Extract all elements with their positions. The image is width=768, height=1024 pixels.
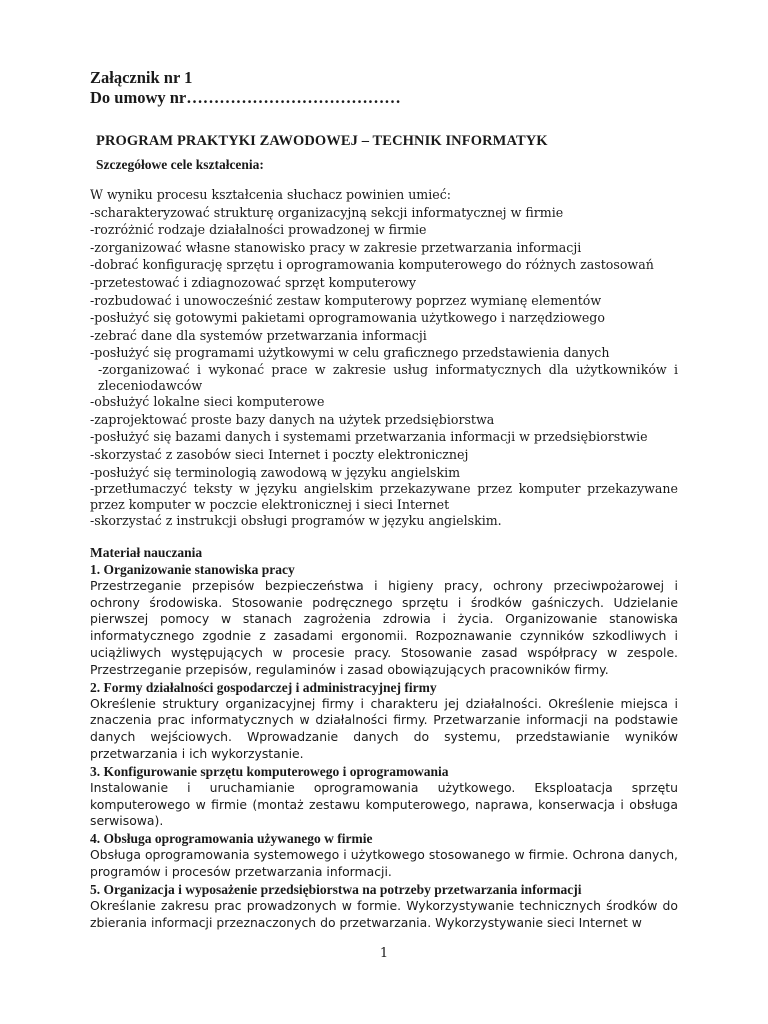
- goals-title: Szczegółowe cele kształcenia:: [96, 157, 264, 172]
- section-heading: 5. Organizacja i wyposażenie przedsiębiorstwa na potrzeby przetwarzania informacji: [90, 881, 582, 897]
- goal-item: -rozbudować i unowocześnić zestaw komputerowy poprzez wymianę elementów: [90, 292, 602, 308]
- goal-item: -przetestować i zdiagnozować sprzęt komputerowy: [90, 274, 417, 290]
- goal-item: -zorganizować własne stanowisko pracy w zakresie przetwarzania informacji: [90, 239, 582, 255]
- section-heading: 2. Formy działalności gospodarczej i administracyjnej firmy: [90, 679, 437, 695]
- section-body: Obsługa oprogramowania systemowego i użytkowego stosowanego w firmie. Ochrona danych, programów i procesów przetwarzania informacji.: [90, 847, 678, 880]
- goal-item: -zorganizować i wykonać prace w zakresie usług informatycznych dla użytkowników i zleceniodawców: [98, 361, 678, 393]
- section-heading: 1. Organizowanie stanowiska pracy: [90, 561, 295, 577]
- goal-item: -posłużyć się terminologią zawodową w języku angielskim: [90, 464, 461, 480]
- goal-item: -zebrać dane dla systemów przetwarzania informacji: [90, 327, 427, 343]
- goal-item: -rozróżnić rodzaje działalności prowadzonej w firmie: [90, 222, 427, 238]
- program-title: PROGRAM PRAKTYKI ZAWODOWEJ – TECHNIK INFORMATYK: [96, 133, 548, 149]
- goal-item: -scharakteryzować strukturę organizacyjną sekcji informatycznej w firmie: [90, 204, 564, 220]
- material-title: Materiał nauczania: [90, 544, 203, 560]
- goals-intro: W wyniku procesu kształcenia słuchacz powinien umieć:: [90, 187, 452, 202]
- section-heading: 4. Obsługa oprogramowania używanego w firmie: [90, 831, 373, 847]
- goal-item: -posłużyć się bazami danych i systemami przetwarzania informacji w przedsiębiorstwie: [90, 429, 648, 445]
- document-page: [90, 68, 678, 931]
- goal-item: -posłużyć się gotowymi pakietami oprogramowania użytkowego i narzędziowego: [90, 310, 605, 326]
- goal-item: -dobrać konfigurację sprzętu i oprogramowania komputerowego do różnych zastosowań: [90, 257, 654, 273]
- goal-item: -przetłumaczyć teksty w języku angielskim przekazywane przez komputer przekazywane przez komputer w poczcie elektronicznej i sieci Internet: [90, 481, 678, 512]
- section-body: Określenie struktury organizacyjnej firmy i charakteru jej działalności. Określenie miejsca i znaczenia prac informatycznych w działalności firmy. Przetwarzanie informacji na podstawie danych wejściowych. Wprowadzanie danych do systemu, przedstawianie wyników przetwarzania i ich wykorzystanie.: [90, 695, 678, 762]
- section-body: Przestrzeganie przepisów bezpieczeństwa i higieny pracy, ochrony przeciwpożarowej i ochrony środowiska. Stosowanie podręcznego sprzętu i środków gaśniczych. Udzielanie pierwszej pomocy w stanach zagrożenia zdrowia i życia. Organizowanie stanowiska informatycznego zgodnie z zasadami ergonomii. Rozpoznawanie czynników szkodliwych i uciążliwych występujących w procesie pracy. Stosowanie zasad współpracy w zespole. Przestrzeganie przepisów, regulaminów i zasad obowiązujących pracowników firmy.: [90, 577, 678, 677]
- section-heading: 3. Konfigurowanie sprzętu komputerowego i oprogramowania: [90, 763, 449, 779]
- goal-item: -posłużyć się programami użytkowymi w celu graficznego przedstawienia danych: [90, 345, 610, 361]
- goal-item: -obsłużyć lokalne sieci komputerowe: [90, 394, 325, 410]
- goal-item: -zaprojektować proste bazy danych na użytek przedsiębiorstwa: [90, 411, 495, 427]
- goal-item: -skorzystać z zasobów sieci Internet i poczty elektronicznej: [90, 446, 469, 462]
- goal-item: -skorzystać z instrukcji obsługi programów w języku angielskim.: [90, 513, 502, 529]
- section-body: Określanie zakresu prac prowadzonych w formie. Wykorzystywanie technicznych środków do zbierania informacji przeznaczonych do przetwarzania. Wykorzystywanie sieci Internet w: [90, 897, 678, 930]
- page-number: 1: [379, 946, 389, 961]
- contract-number: Do umowy nr…………………………………: [90, 88, 401, 107]
- section-body: Instalowanie i uruchamianie oprogramowania użytkowego. Eksploatacja sprzętu komputerowego w firmie (montaż zestawu komputerowego, naprawa, konserwacja i obsługa serwisowa).: [90, 779, 678, 829]
- annex-title: Załącznik nr 1: [90, 68, 193, 87]
- goals-list: [90, 186, 678, 530]
